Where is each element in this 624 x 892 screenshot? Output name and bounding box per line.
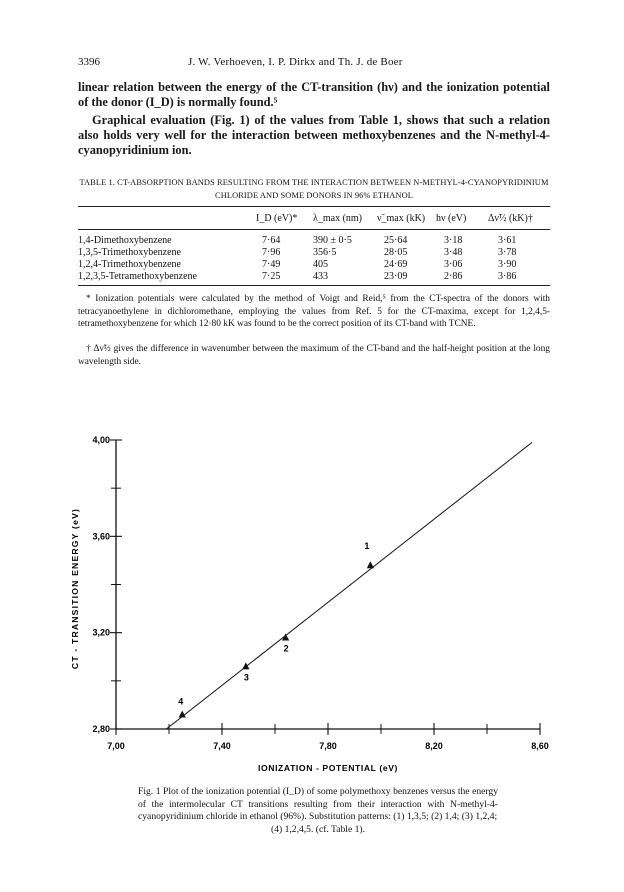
y-tick-label: 3,20 bbox=[92, 627, 110, 638]
table-cell: 25·64 bbox=[384, 235, 408, 246]
figure-caption-end: (4) 1,2,4,5. (cf. Table 1). bbox=[271, 823, 365, 835]
table-header-ionization: I_D (eV)* bbox=[256, 213, 298, 224]
table-cell: 28·05 bbox=[384, 247, 408, 258]
plot-points bbox=[179, 561, 374, 717]
donor-name: 1,3,5-Trimethoxybenzene bbox=[78, 247, 181, 258]
plot-labels bbox=[70, 508, 398, 773]
data-point-label: 3 bbox=[243, 672, 249, 683]
table-cell: 2·86 bbox=[444, 271, 463, 282]
data-point-marker bbox=[367, 561, 374, 568]
x-tick-label: 7,80 bbox=[319, 741, 337, 751]
table-header-lambda: λ_max (nm) bbox=[313, 213, 363, 224]
x-tick-label: 8,20 bbox=[425, 741, 443, 751]
donor-name: 1,2,3,5-Tetramethoxybenzene bbox=[78, 271, 197, 282]
donor-name: 1,2,4-Trimethoxybenzene bbox=[78, 259, 181, 270]
x-tick-label: 7,40 bbox=[213, 741, 231, 751]
y-axis-title: CT - TRANSITION ENERGY (eV) bbox=[70, 507, 80, 670]
figure-caption-text: Fig. 1 Plot of the ionization potential (I_D) of some polymethoxy benzenes versus the energy of the intermolecular CT transitions resulting from their interaction with N-methyl-4-cyanopyridinium chloride in ethanol (96%). Substitution patterns: (1) 1,3,5; (2) 1,4; (3) 1,2,4; bbox=[138, 786, 498, 823]
table-cell: 405 bbox=[313, 259, 328, 270]
table-cell: 23·09 bbox=[384, 271, 408, 282]
data-point-label: 4 bbox=[178, 696, 184, 707]
table-cell: 7·49 bbox=[262, 259, 281, 270]
table-cell: 3·06 bbox=[444, 259, 463, 270]
table-footnote-1: * Ionization potentials were calculated by the method of Voigt and Reid,⁵ from the CT-spectra of the donors with tetracyanoethylene in dichloromethane, employing the values from Ref. 5 for the CT-maxima, except for 1,2,4,5-tetramethoxybenzene for which 12·80 kK was found to be the correct position of its CT-band with TCNE. bbox=[78, 294, 550, 329]
table-cell: 3·90 bbox=[498, 259, 517, 270]
data-point-marker bbox=[242, 662, 249, 669]
table-cell: 3·61 bbox=[498, 235, 517, 246]
figure-caption bbox=[138, 786, 498, 836]
y-tick-label: 2,80 bbox=[92, 724, 110, 734]
table-cell: 7·96 bbox=[262, 247, 281, 258]
donor-name: 1,4-Dimethoxybenzene bbox=[78, 235, 172, 246]
x-tick-label: 7,00 bbox=[107, 741, 125, 751]
table-caption: TABLE 1. CT-ABSORPTION BANDS RESULTING FROM THE INTERACTION BETWEEN N-METHYL-4-CYANOPYRIDINIUM CHLORIDE AND SOME DONORS IN 96% ETHANOL bbox=[79, 178, 549, 200]
table-cell: 24·69 bbox=[384, 259, 408, 270]
table-cell: 3·86 bbox=[498, 271, 517, 282]
y-tick-label: 3,60 bbox=[92, 531, 110, 542]
table-cell: 433 bbox=[313, 271, 328, 282]
plot-axes bbox=[116, 440, 540, 729]
table-cell: 3·18 bbox=[444, 235, 463, 246]
author-line: J. W. Verhoeven, I. P. Dirkx and Th. J. de Boer bbox=[188, 56, 403, 68]
table-cell: 7·64 bbox=[262, 235, 281, 246]
table-cell: 3·48 bbox=[444, 247, 463, 258]
y-tick-label: 4,00 bbox=[92, 435, 110, 445]
x-axis-title: IONIZATION - POTENTIAL (eV) bbox=[257, 763, 399, 773]
table-cell: 3·78 bbox=[498, 247, 517, 258]
regression-line bbox=[166, 442, 532, 729]
plot-fit-line bbox=[166, 442, 532, 729]
x-tick-label: 8,60 bbox=[531, 741, 549, 751]
table-header-halfwidth: Δν̃½ (kK)† bbox=[488, 213, 533, 224]
data-point-label: 1 bbox=[364, 541, 370, 552]
table-cell: 390 ± 0·5 bbox=[313, 235, 352, 246]
table-header-wavenumber: ν̃_max (kK) bbox=[377, 213, 426, 224]
table-header-hv: hν (eV) bbox=[436, 213, 467, 224]
table-footnote-2: † Δν̃½ gives the difference in wavenumber between the maximum of the CT-band and the half-height position at the long wavelength side. bbox=[78, 344, 550, 367]
table-cell: 7·25 bbox=[262, 271, 281, 282]
data-point-label: 2 bbox=[283, 643, 289, 654]
page-number: 3396 bbox=[78, 56, 100, 68]
table-cell: 356·5 bbox=[313, 247, 337, 258]
body-paragraph-1: linear relation between the energy of the CT-transition (hν) and the ionization potential of the donor (I_D) is normally found.⁵ bbox=[78, 80, 550, 109]
body-paragraph-2: Graphical evaluation (Fig. 1) of the values from Table 1, shows that such a relation also holds very well for the interaction between methoxybenzenes and the N-methyl-4-cyanopyridinium ion. bbox=[78, 113, 550, 157]
